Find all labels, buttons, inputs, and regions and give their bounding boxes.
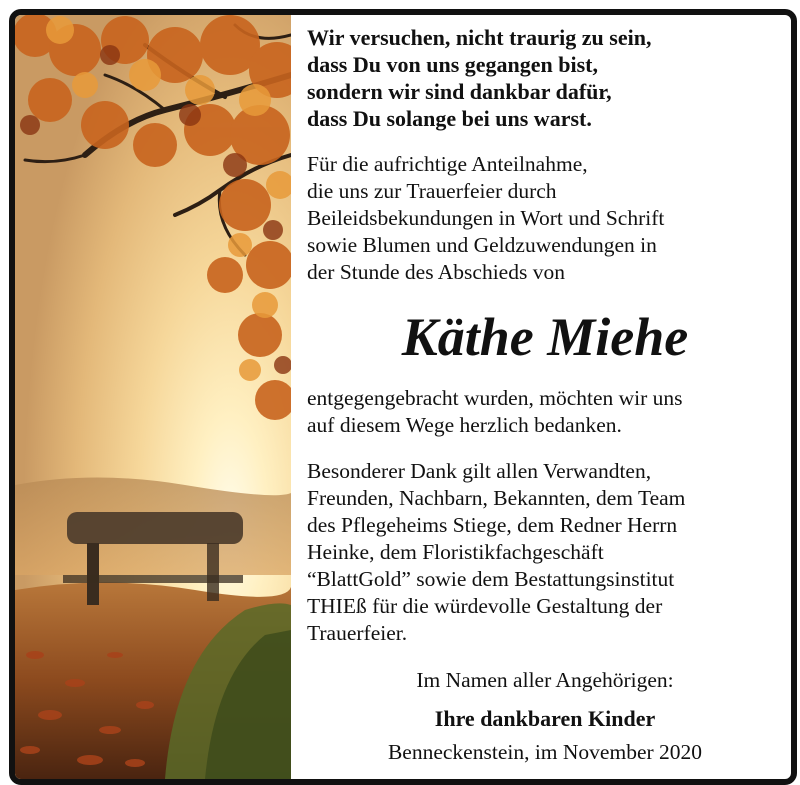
obituary-card	[9, 9, 797, 785]
intro-line: sowie Blumen und Geldzuwendungen in	[307, 233, 657, 257]
place-date: Benneckenstein, im November 2020	[387, 740, 703, 764]
intro-line: die uns zur Trauerfeier durch	[307, 179, 557, 203]
intro-line: Für die aufrichtige Anteilnahme,	[307, 152, 588, 176]
motto-line: dass Du von uns gegangen bist,	[307, 52, 598, 77]
special-thanks-line: Trauerfeier.	[307, 621, 408, 645]
thanks-line: entgegengebracht wurden, möchten wir uns	[307, 386, 683, 410]
signature: Ihre dankbaren Kinder	[434, 706, 656, 731]
intro-line: der Stunde des Abschieds von	[307, 260, 565, 284]
special-thanks-line: Besonderer Dank gilt allen Verwandten,	[307, 459, 652, 483]
intro-line: Beileidsbekundungen in Wort und Schrift	[307, 206, 665, 230]
motto-line: Wir versuchen, nicht traurig zu sein,	[307, 25, 652, 50]
thanks-line: auf diesem Wege herzlich bedanken.	[307, 413, 622, 437]
special-thanks-line: Freunden, Nachbarn, Bekannten, dem Team	[307, 486, 686, 510]
special-thanks-line: “BlattGold” sowie dem Bestattungsinstitut	[307, 567, 675, 591]
deceased-name: Käthe Miehe	[401, 307, 689, 367]
special-thanks-line: THIEß für die würdevolle Gestaltung der	[307, 594, 663, 618]
motto-line: dass Du solange bei uns warst.	[307, 106, 592, 131]
special-thanks-line: Heinke, dem Floristikfachgeschäft	[307, 540, 604, 564]
autumn-bench-photo	[15, 15, 291, 779]
on-behalf-line: Im Namen aller Angehörigen:	[416, 668, 674, 692]
obituary-text	[307, 15, 783, 779]
special-thanks-line: des Pflegeheims Stiege, dem Redner Herrn	[307, 513, 678, 537]
motto-line: sondern wir sind dankbar dafür,	[307, 79, 612, 104]
